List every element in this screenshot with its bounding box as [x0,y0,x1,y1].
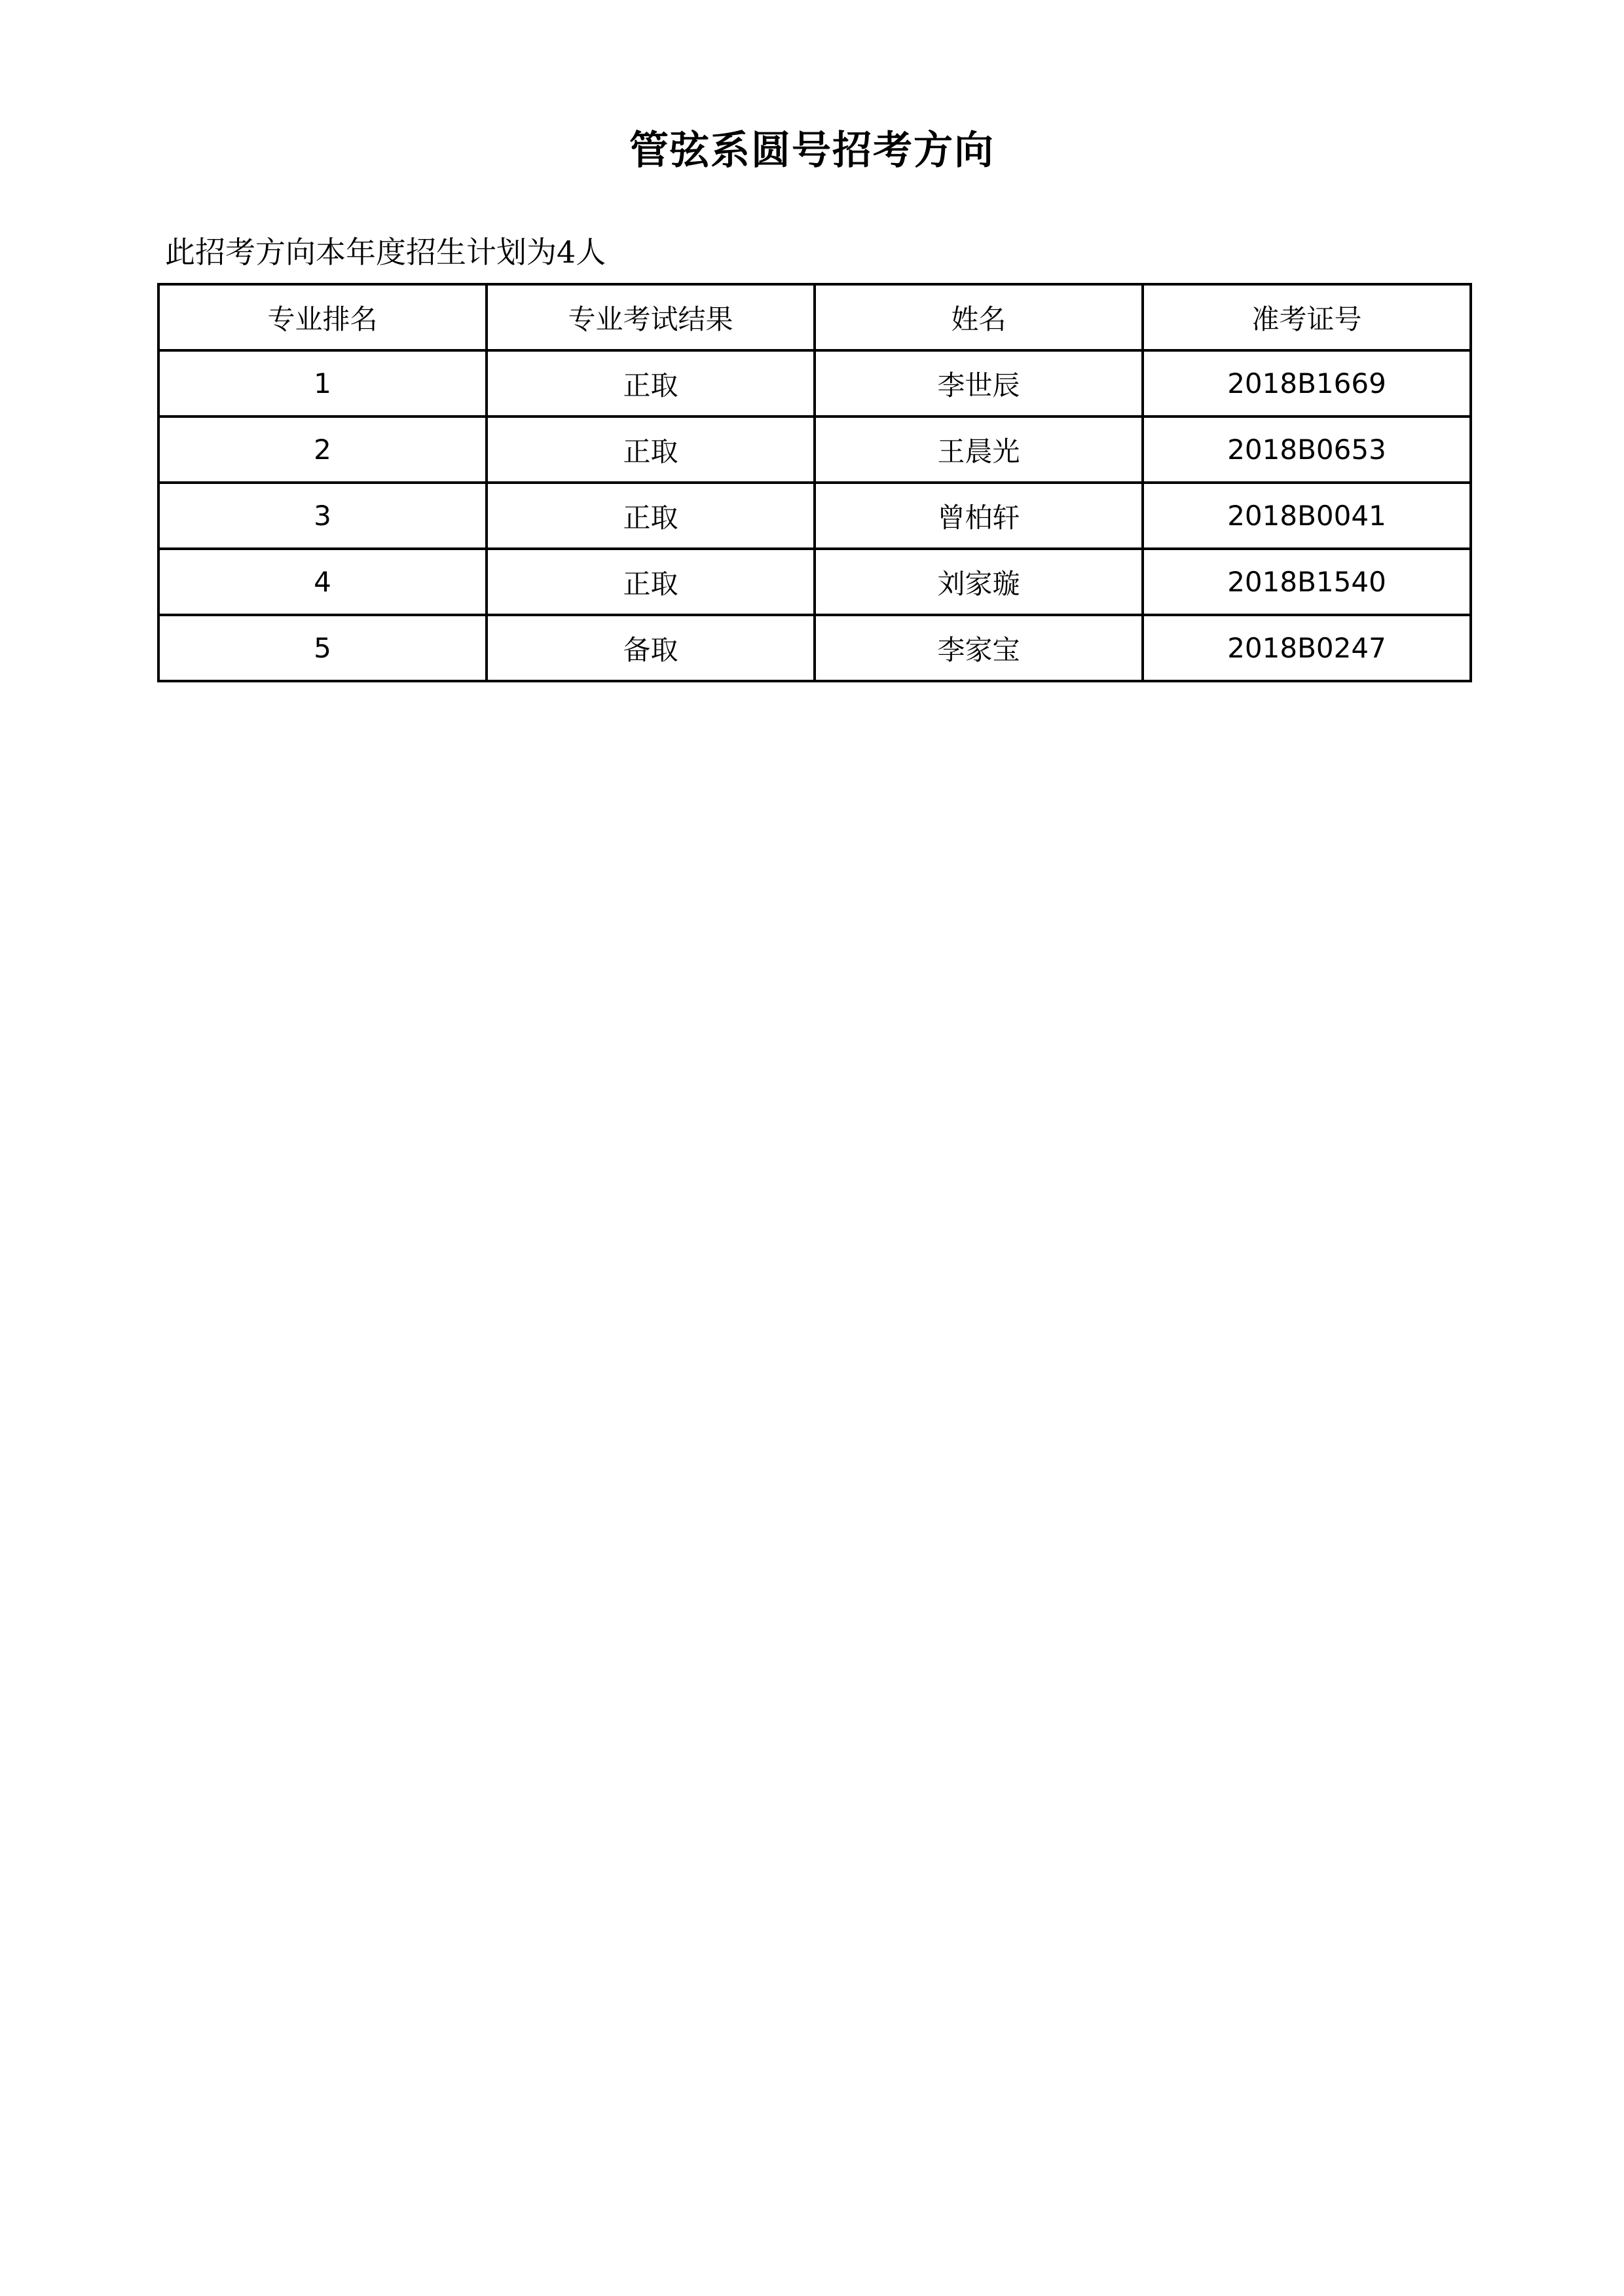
quota-note: 此招考方向本年度招生计划为4人 [165,234,606,270]
cell-name: 王晨光 [815,417,1143,483]
table-header-row [158,284,1471,350]
cell-rank: 5 [158,615,487,681]
cell-exam-id: 2018B1540 [1143,549,1471,615]
cell-result: 备取 [487,615,815,681]
table-row [158,615,1471,681]
cell-result: 正取 [487,350,815,417]
cell-exam-id: 2018B0653 [1143,417,1471,483]
header-exam-id: 准考证号 [1143,284,1471,350]
admission-table [157,283,1472,682]
page-title: 管弦系圆号招考方向 [629,128,995,174]
header-name: 姓名 [815,284,1143,350]
table-row [158,483,1471,549]
cell-name: 曾柏轩 [815,483,1143,549]
cell-result: 正取 [487,417,815,483]
cell-rank: 4 [158,549,487,615]
table-row [158,549,1471,615]
cell-name: 李世辰 [815,350,1143,417]
cell-exam-id: 2018B1669 [1143,350,1471,417]
cell-rank: 1 [158,350,487,417]
table-row [158,417,1471,483]
cell-rank: 2 [158,417,487,483]
header-rank: 专业排名 [158,284,487,350]
cell-rank: 3 [158,483,487,549]
cell-exam-id: 2018B0041 [1143,483,1471,549]
cell-exam-id: 2018B0247 [1143,615,1471,681]
cell-result: 正取 [487,549,815,615]
table-row [158,350,1471,417]
cell-name: 刘家璇 [815,549,1143,615]
cell-name: 李家宝 [815,615,1143,681]
cell-result: 正取 [487,483,815,549]
header-result: 专业考试结果 [487,284,815,350]
